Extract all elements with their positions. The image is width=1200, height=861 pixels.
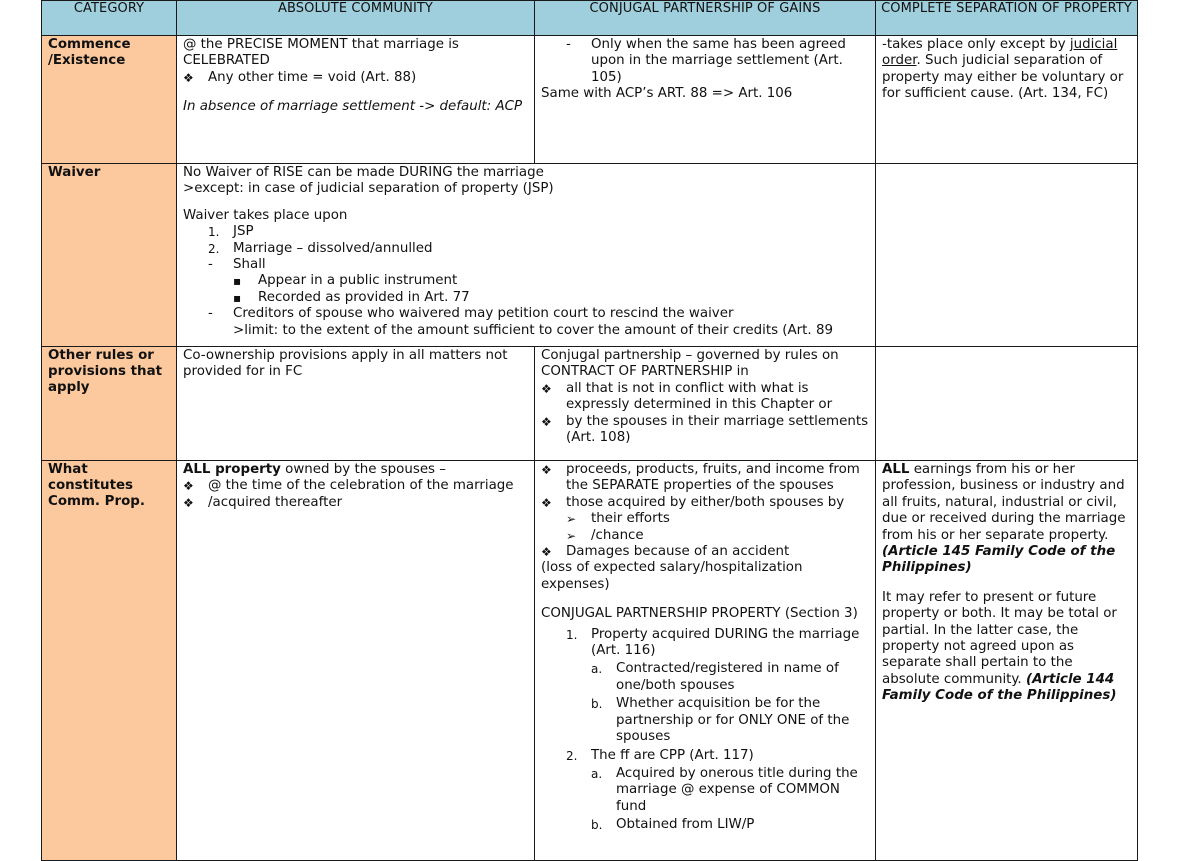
numbered-text: The ff are CPP (Art. 117) [591,747,754,763]
numbered-text: JSP [233,224,254,240]
text-block: CONJUGAL PARTNERSHIP PROPERTY (Section 3) [541,606,858,622]
bullet-item [183,495,529,511]
text-block [882,590,1132,705]
text-block [882,462,1132,577]
article-reference: (Article 144 Family Code of the Philippines) [882,671,1117,704]
numbered-text: Marriage – dissolved/annulled [233,240,433,256]
square-bullet-item [183,290,870,306]
arrow-bullet-item [541,511,870,527]
article-reference: (Article 145 Family Code of the Philippines) [882,544,1116,576]
diamond-bullet-icon: ❖ [541,545,552,560]
dash-text: Shall [233,257,266,273]
bullet-item [541,495,870,511]
header-row [42,1,1138,36]
text-block: >except: in case of judicial separation of property (JSP) [183,181,554,197]
lettered-text: Acquired by onerous title during the marriage @ expense of COMMON fund [616,765,858,814]
row-other-rules [42,347,1138,461]
diamond-bullet-icon: ❖ [183,479,194,494]
bullet-text: those acquired by either/both spouses by [566,494,845,510]
text-span: owned by the spouses – [280,462,446,477]
diamond-bullet-icon: ❖ [541,414,552,429]
bullet-text: Damages because of an accident [566,544,790,560]
row-constitutes [42,461,1138,861]
bullet-text: proceeds, products, fruits, and income from the SEPARATE properties of the spouses [566,462,860,494]
dash-item [183,257,870,273]
bullet-text: all that is not in conflict with what is expressly determined in this Chapter or [566,380,833,413]
letter-marker: b. [591,697,603,712]
square-bullet-icon: ▪ [233,290,242,305]
text-block [183,462,529,478]
header-category: CATEGORY [42,1,177,36]
text-block: Same with ACP’s ART. 88 => Art. 106 [541,86,793,102]
numbered-item [183,241,870,257]
letter-marker: b. [591,818,603,833]
letter-marker: a. [591,662,603,677]
cell-commence-acp [177,36,535,164]
diamond-bullet-icon: ❖ [541,381,552,396]
text-span: It may refer to present or future property or both. It may be total or partial. In the latter case, the property not agreed upon as separate shall pertain to the absolute community. [882,589,1117,687]
cell-constitutes-csp [876,461,1138,861]
cell-other-cpg [535,347,876,461]
dash-item [541,37,870,86]
number-marker: 1. [208,225,220,240]
cell-constitutes-acp [177,461,535,861]
bullet-text: /acquired thereafter [208,494,343,510]
text-span: -takes place only except by [882,37,1070,52]
lettered-item [541,817,870,833]
dash-marker: - [566,37,571,52]
text-block: Waiver takes place upon [183,207,348,223]
text-block: >limit: to the extent of the amount sufficient to cover the amount of their credits (Art. 89 [233,322,833,338]
bullet-text: Any other time = void (Art. 88) [208,69,417,85]
category-commence: Commence /Existence [42,36,177,164]
cell-waiver-csp [876,164,1138,347]
bullet-item [541,381,870,414]
diamond-bullet-icon: ❖ [541,463,552,477]
lettered-text: Contracted/registered in name of one/both spouses [616,661,839,693]
cell-constitutes-cpg [535,461,876,861]
bullet-item [541,544,870,560]
text-block: No Waiver of RISE can be made DURING the marriage [183,165,544,180]
bullet-item [183,478,529,494]
header-complete-separation: COMPLETE SEPARATION OF PROPERTY [876,1,1138,36]
arrow-bullet-icon: ➢ [566,528,577,543]
numbered-item [541,748,870,764]
bullet-item [541,462,870,495]
row-commence [42,36,1138,164]
underlined-text: judicial order [882,37,1118,69]
property-regimes-table [41,0,1138,861]
letter-marker: a. [591,766,603,781]
bullet-text: by the spouses in their marriage settlements (Art. 108) [566,413,869,446]
dash-marker: - [208,306,213,322]
text-block: (loss of expected salary/hospitalization expenses) [541,560,803,592]
diamond-bullet-icon: ❖ [183,70,194,85]
cell-commence-cpg [535,36,876,164]
text-block: @ the PRECISE MOMENT that marriage is CELEBRATED [183,37,459,69]
text-span: . Such judicial separation of property may either be voluntary or for sufficient cause. (Art. 134, FC) [882,53,1124,102]
dash-item [183,306,870,322]
numbered-item [541,627,870,660]
square-bullet-item [183,273,870,289]
square-bullet-icon: ▪ [233,274,242,289]
dash-text: Only when the same has been agreed upon in the marriage settlement (Art. 105) [591,37,846,85]
arrow-bullet-item [541,528,870,544]
text-block: Conjugal partnership – governed by rules on CONTRACT OF PARTNERSHIP in [541,348,839,380]
lettered-text: Whether acquisition be for the partnership or for ONLY ONE of the spouses [616,696,850,745]
cell-commence-csp [876,36,1138,164]
bold-text: ALL [882,462,910,477]
row-waiver [42,164,1138,347]
cell-other-acp: Co-ownership provisions apply in all matters not provided for in FC [177,347,535,461]
category-constitutes: What constitutes Comm. Prop. [42,461,177,861]
bullet-text: Recorded as provided in Art. 77 [258,289,470,305]
text-span: earnings from his or her profession, business or industry and all fruits, natural, industrial or civil, due or received during the marriage from his or her separate property. [882,462,1126,543]
bold-text: ALL property [183,462,281,477]
header-absolute-community: ABSOLUTE COMMUNITY [177,1,535,36]
cell-other-csp [876,347,1138,461]
cell-waiver-merged [177,164,876,347]
number-marker: 1. [566,627,578,642]
bullet-text: Appear in a public instrument [258,273,458,289]
bullet-item [183,70,529,86]
lettered-text: Obtained from LIW/P [616,817,755,833]
text-block: In absence of marriage settlement -> default: ACP [183,99,523,115]
arrow-bullet-icon: ➢ [566,512,577,527]
numbered-item [183,224,870,240]
bullet-text: their efforts [591,511,670,527]
header-conjugal-partnership: CONJUGAL PARTNERSHIP OF GAINS [535,1,876,36]
dash-marker: - [208,257,213,273]
bullet-text: @ the time of the celebration of the marriage [208,478,514,494]
number-marker: 2. [566,748,578,763]
lettered-item [541,766,870,815]
diamond-bullet-icon: ❖ [183,495,194,510]
lettered-item [541,661,870,694]
category-waiver: Waiver [42,164,177,347]
numbered-text: Property acquired DURING the marriage (Art. 116) [591,626,860,659]
bullet-item [541,414,870,447]
number-marker: 2. [208,241,220,256]
diamond-bullet-icon: ❖ [541,495,552,510]
dash-text: Creditors of spouse who waivered may petition court to rescind the waiver [233,306,734,322]
lettered-item [541,696,870,745]
category-other-rules: Other rules or provisions that apply [42,347,177,461]
bullet-text: /chance [591,527,644,543]
